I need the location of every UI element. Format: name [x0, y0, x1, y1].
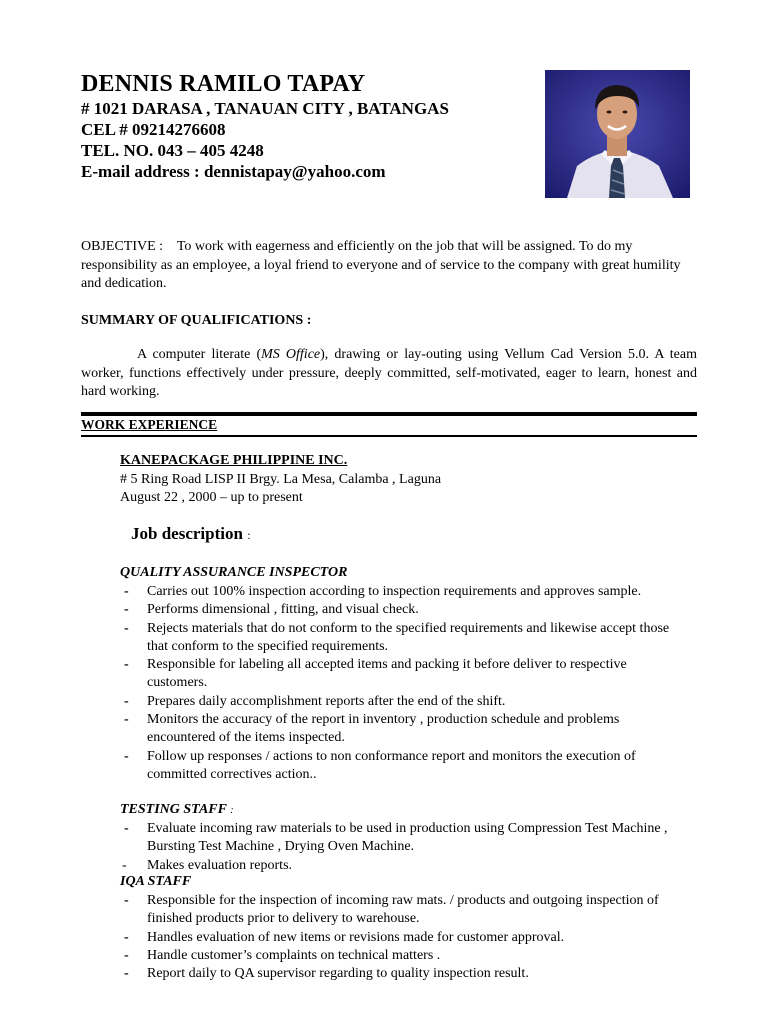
section-divider-top [81, 412, 697, 416]
cellphone-line: CEL # 09214276608 [81, 120, 226, 139]
bullet-dash: - [124, 657, 129, 673]
section-divider-bottom [81, 435, 697, 437]
duty-text: Makes evaluation reports. [147, 857, 293, 873]
testing-staff-colon: : [230, 805, 234, 816]
summary-text-after: ), drawing or lay-outing using Vellum Cad Version 5.0. A team worker, functions effectively under pressure, deeply committed, self-motivated, eager to learn, honest and hard working. [81, 347, 698, 399]
job-description-label: Job description [131, 524, 243, 543]
duty-text: Handles evaluation of new items or revisions made for customer approval. [147, 929, 565, 945]
email-line: E-mail address : dennistapay@yahoo.com [81, 162, 386, 181]
telephone-line: TEL. NO. 043 – 405 4248 [81, 141, 264, 160]
list-item [120, 947, 680, 965]
bullet-dash: - [124, 693, 129, 709]
objective-label: OBJECTIVE : [81, 239, 164, 254]
duty-text: Performs dimensional , fitting, and visual check. [147, 602, 419, 618]
bullet-dash: - [124, 966, 129, 982]
summary-paragraph [81, 346, 697, 402]
bullet-dash: - [124, 947, 129, 963]
bullet-dash: - [124, 929, 129, 945]
address-line: # 1021 DARASA , TANAUAN CITY , BATANGAS [81, 99, 449, 118]
duty-text: Report daily to QA supervisor regarding to quality inspection result. [147, 966, 529, 982]
job-description-heading [131, 524, 251, 544]
summary-text-before: A computer literate ( [137, 347, 262, 362]
bullet-dash: - [124, 584, 129, 599]
bullet-dash: - [122, 857, 127, 873]
list-item [120, 820, 680, 857]
section-title-iqa-staff: IQA STAFF [120, 874, 192, 889]
objective-text: To work with eagerness and efficiently on the job that will be assigned. To do my responsibility as an employee, a loyal friend to everyone and of service to the company with great humility and dedication. [81, 239, 681, 291]
list-item [120, 693, 680, 711]
bullet-dash: - [124, 712, 129, 728]
list-item [120, 748, 680, 785]
iqa-staff-duties [120, 892, 680, 983]
list-item [120, 620, 680, 657]
company-address: # 5 Ring Road LISP II Brgy. La Mesa, Calamba , Laguna [120, 471, 442, 487]
duty-text: Responsible for the inspection of incoming raw mats. / products and outgoing inspection of finished products prior to delivery to warehouse. [147, 893, 659, 927]
section-title-qa-inspector: QUALITY ASSURANCE INSPECTOR [120, 565, 348, 580]
testing-staff-duties [120, 820, 680, 875]
company-name: KANEPACKAGE PHILIPPINE INC. [120, 453, 348, 468]
applicant-name: DENNIS RAMILO TAPAY [81, 71, 366, 97]
list-item [120, 711, 680, 748]
applicant-photo [545, 70, 690, 198]
bullet-dash: - [124, 620, 129, 636]
summary-text-italic: MS Office [261, 347, 321, 362]
section-title-testing-staff [120, 802, 234, 818]
objective-paragraph [81, 238, 697, 294]
list-item [120, 857, 680, 875]
bullet-dash: - [124, 748, 129, 764]
list-item [120, 601, 680, 619]
qa-inspector-duties [120, 583, 680, 784]
bullet-dash: - [124, 602, 129, 618]
list-item [120, 656, 680, 693]
bullet-dash: - [124, 893, 129, 908]
list-item [120, 892, 680, 929]
testing-staff-label: TESTING STAFF [120, 802, 227, 817]
list-item [120, 583, 680, 601]
list-item [120, 929, 680, 947]
duty-text: Follow up responses / actions to non conformance report and monitors the execution of committed correctives action.. [147, 748, 636, 782]
duty-text: Carries out 100% inspection according to inspection requirements and approves sample. [147, 584, 642, 599]
duty-text: Evaluate incoming raw materials to be used in production using Compression Test Machine , Bursting Test Machine , Drying Oven Machine. [147, 821, 668, 855]
duty-text: Responsible for labeling all accepted items and packing it before deliver to respective customers. [147, 657, 627, 691]
duty-text: Rejects materials that do not conform to the specified requirements and likewise accept those that conform to the specified requirements. [147, 620, 670, 654]
job-description-colon: : [247, 528, 251, 542]
employment-dates: August 22 , 2000 – up to present [120, 490, 303, 505]
bullet-dash: - [124, 821, 129, 836]
duty-text: Prepares daily accomplishment reports after the end of the shift. [147, 693, 506, 709]
duty-text: Handle customer’s complaints on technical matters . [147, 947, 441, 963]
work-experience-title: WORK EXPERIENCE [81, 417, 218, 432]
list-item [120, 965, 680, 983]
summary-title: SUMMARY OF QUALIFICATIONS : [81, 313, 312, 328]
employer-block [120, 452, 441, 508]
contact-header [81, 70, 449, 182]
duty-text: Monitors the accuracy of the report in inventory , production schedule and problems encountered of the items inspected. [147, 712, 620, 746]
